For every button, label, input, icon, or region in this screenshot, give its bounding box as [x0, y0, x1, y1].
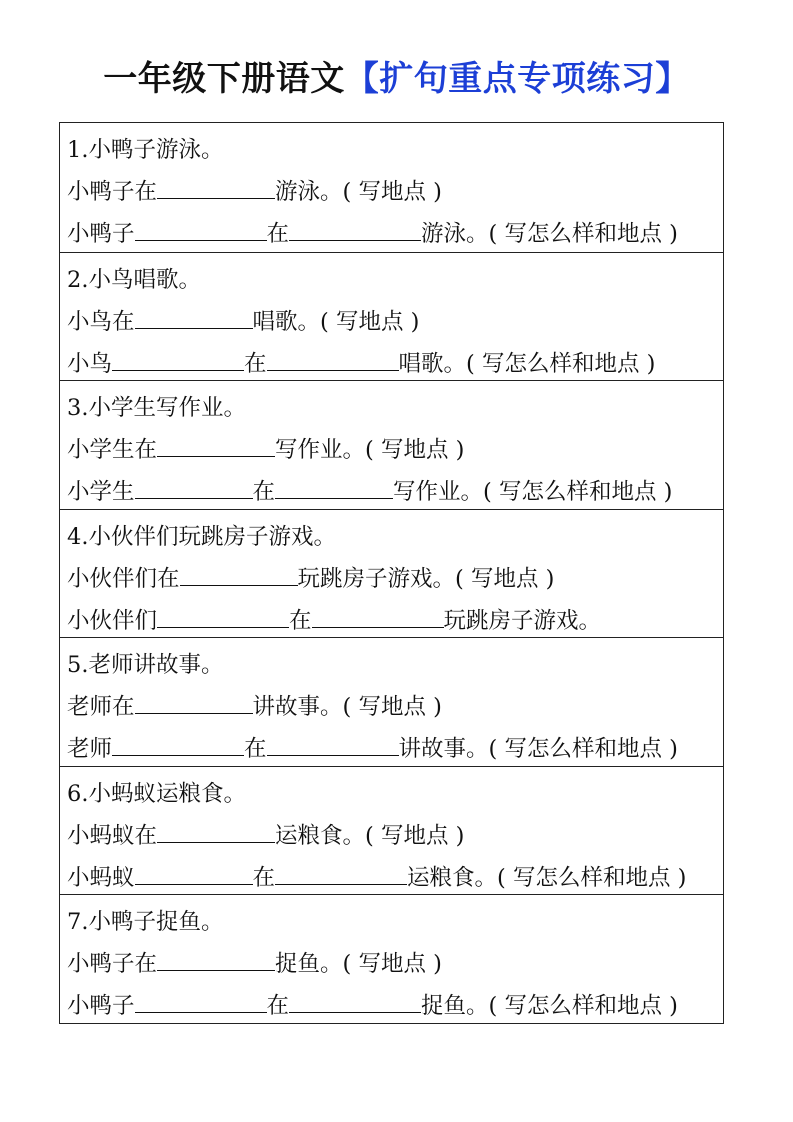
line-suffix: 写作业。( 写地点 ) — [275, 437, 465, 463]
line-prefix: 小学生 — [67, 479, 135, 505]
line-prefix: 小蚂蚁在 — [67, 822, 158, 849]
line-prefix: 小鸭子在 — [67, 179, 158, 205]
line-middle: 在 — [266, 221, 290, 247]
manner-place-line — [67, 600, 723, 642]
answer-blank[interactable] — [112, 344, 244, 371]
line-prefix: 小伙伴们 — [67, 607, 158, 634]
manner-place-line — [67, 213, 723, 255]
line-middle: 在 — [266, 993, 290, 1019]
answer-blank[interactable] — [267, 729, 399, 756]
exercise-item — [60, 380, 723, 509]
exercise-prompt: 7.小鸭子捉鱼。 — [67, 909, 224, 935]
line-suffix: 唱歌。( 写怎么样和地点 ) — [398, 350, 656, 377]
line-middle: 在 — [244, 350, 267, 377]
line-suffix: 讲故事。( 写地点 ) — [252, 694, 442, 720]
answer-blank[interactable] — [312, 601, 444, 628]
title-accent: 【扩句重点专项练习】 — [344, 59, 690, 99]
answer-blank[interactable] — [275, 858, 407, 885]
line-suffix: 游泳。( 写地点 ) — [275, 179, 442, 205]
answer-blank[interactable] — [275, 472, 393, 499]
answer-blank[interactable] — [135, 858, 253, 885]
answer-blank[interactable] — [157, 430, 275, 457]
manner-place-line — [67, 471, 723, 513]
manner-place-line — [67, 343, 723, 385]
answer-blank[interactable] — [157, 816, 275, 843]
page-title — [0, 56, 793, 102]
line-prefix: 小鸭子 — [67, 221, 135, 247]
line-prefix: 小蚂蚁 — [67, 864, 135, 891]
line-middle: 在 — [244, 736, 267, 762]
place-line — [67, 815, 723, 857]
title-lead: 一年级下册语文 — [103, 59, 345, 99]
exercise-prompt: 4.小伙伴们玩跳房子游戏。 — [67, 523, 336, 550]
exercise-item — [60, 637, 723, 766]
line-middle: 在 — [252, 864, 276, 891]
exercise-prompt: 1.小鸭子游泳。 — [67, 137, 224, 163]
line-prefix: 小鸭子 — [67, 993, 135, 1019]
line-suffix: 捉鱼。( 写怎么样和地点 ) — [421, 993, 678, 1019]
manner-place-line — [67, 857, 723, 899]
answer-blank[interactable] — [180, 559, 298, 586]
answer-blank[interactable] — [289, 214, 421, 241]
answer-blank[interactable] — [135, 214, 267, 241]
line-prefix: 老师在 — [67, 694, 135, 720]
exercise-item — [60, 509, 723, 638]
exercise-prompt: 6.小蚂蚁运粮食。 — [67, 780, 246, 807]
place-line — [67, 429, 723, 471]
answer-blank[interactable] — [135, 472, 253, 499]
place-line — [67, 301, 723, 343]
line-suffix: 运粮食。( 写怎么样和地点 ) — [407, 864, 687, 891]
line-prefix: 小学生在 — [67, 437, 158, 463]
manner-place-line — [67, 985, 723, 1027]
answer-blank[interactable] — [112, 729, 244, 756]
line-prefix: 老师 — [67, 736, 113, 762]
answer-blank[interactable] — [289, 986, 421, 1013]
line-prefix: 小伙伴们在 — [67, 565, 180, 592]
answer-blank[interactable] — [135, 687, 253, 714]
manner-place-line — [67, 728, 723, 770]
line-prefix: 小鸭子在 — [67, 951, 158, 977]
line-middle: 在 — [252, 479, 276, 505]
exercise-prompt: 3.小学生写作业。 — [67, 395, 246, 421]
exercise-item — [60, 894, 723, 1023]
answer-blank[interactable] — [157, 601, 289, 628]
answer-blank[interactable] — [135, 302, 253, 329]
answer-blank[interactable] — [135, 986, 267, 1013]
place-line — [67, 558, 723, 600]
line-middle: 在 — [289, 607, 312, 634]
line-suffix: 写作业。( 写怎么样和地点 ) — [393, 479, 673, 505]
line-suffix: 运粮食。( 写地点 ) — [275, 822, 465, 849]
line-suffix: 玩跳房子游戏。( 写地点 ) — [297, 565, 555, 592]
place-line — [67, 171, 723, 213]
answer-blank[interactable] — [267, 344, 399, 371]
line-prefix: 小鸟在 — [67, 308, 135, 335]
exercise-table — [59, 122, 724, 1024]
exercise-item — [60, 123, 723, 252]
answer-blank[interactable] — [157, 944, 275, 971]
exercise-item — [60, 766, 723, 895]
line-suffix: 捉鱼。( 写地点 ) — [275, 951, 442, 977]
exercise-item — [60, 252, 723, 381]
exercise-prompt: 2.小鸟唱歌。 — [67, 266, 201, 293]
line-prefix: 小鸟 — [67, 350, 113, 377]
line-suffix: 玩跳房子游戏。 — [443, 607, 602, 634]
exercise-prompt: 5.老师讲故事。 — [67, 652, 224, 678]
place-line — [67, 686, 723, 728]
line-suffix: 讲故事。( 写怎么样和地点 ) — [398, 736, 678, 762]
answer-blank[interactable] — [157, 172, 275, 199]
line-suffix: 游泳。( 写怎么样和地点 ) — [421, 221, 678, 247]
line-suffix: 唱歌。( 写地点 ) — [252, 308, 420, 335]
place-line — [67, 943, 723, 985]
